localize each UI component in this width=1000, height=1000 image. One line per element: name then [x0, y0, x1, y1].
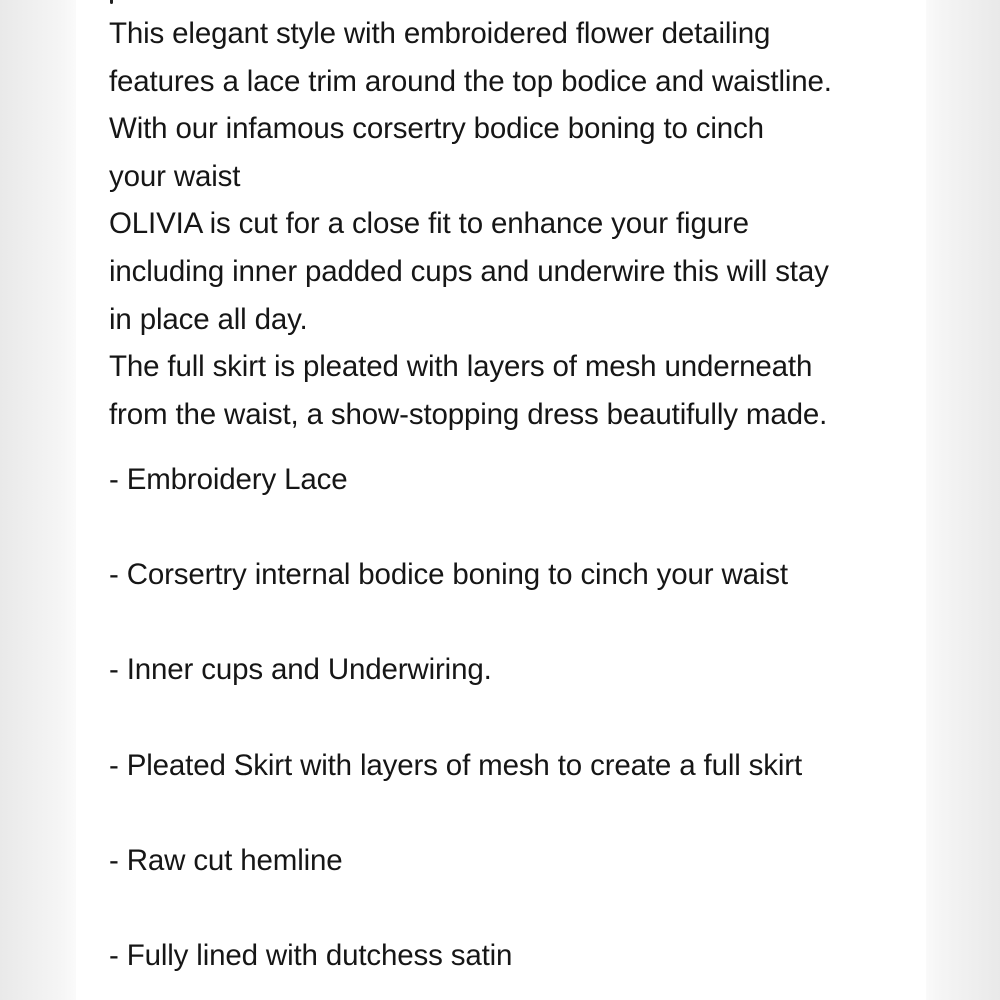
- description-line: including inner padded cups and underwire this will stay: [109, 254, 829, 288]
- description-line: in place all day.: [109, 302, 308, 336]
- description-line: With our infamous corsertry bodice boning to cinch: [109, 112, 764, 146]
- description-line: OLIVIA is cut for a close fit to enhance your figure: [109, 207, 749, 241]
- description-line: from the waist, a show-stopping dress beautifully made.: [109, 397, 828, 431]
- cut-off-text-fragment: [110, 0, 116, 4]
- product-description-card: [76, 0, 926, 1000]
- description-line: The full skirt is pleated with layers of mesh underneath: [109, 350, 813, 384]
- feature-item: - Fully lined with dutchess satin: [109, 938, 513, 972]
- feature-item: - Pleated Skirt with layers of mesh to create a full skirt: [109, 748, 803, 782]
- description-line: This elegant style with embroidered flower detailing: [109, 17, 771, 50]
- feature-list: [109, 456, 909, 1000]
- feature-item: - Inner cups and Underwiring.: [109, 653, 492, 687]
- description-line: features a lace trim around the top bodice and waistline.: [109, 64, 832, 98]
- feature-item: - Embroidery Lace: [109, 463, 348, 496]
- feature-item: - Corsertry internal bodice boning to cinch your waist: [109, 558, 788, 592]
- product-description: [109, 10, 909, 438]
- description-line: your waist: [109, 159, 241, 193]
- feature-item: - Raw cut hemline: [109, 843, 343, 877]
